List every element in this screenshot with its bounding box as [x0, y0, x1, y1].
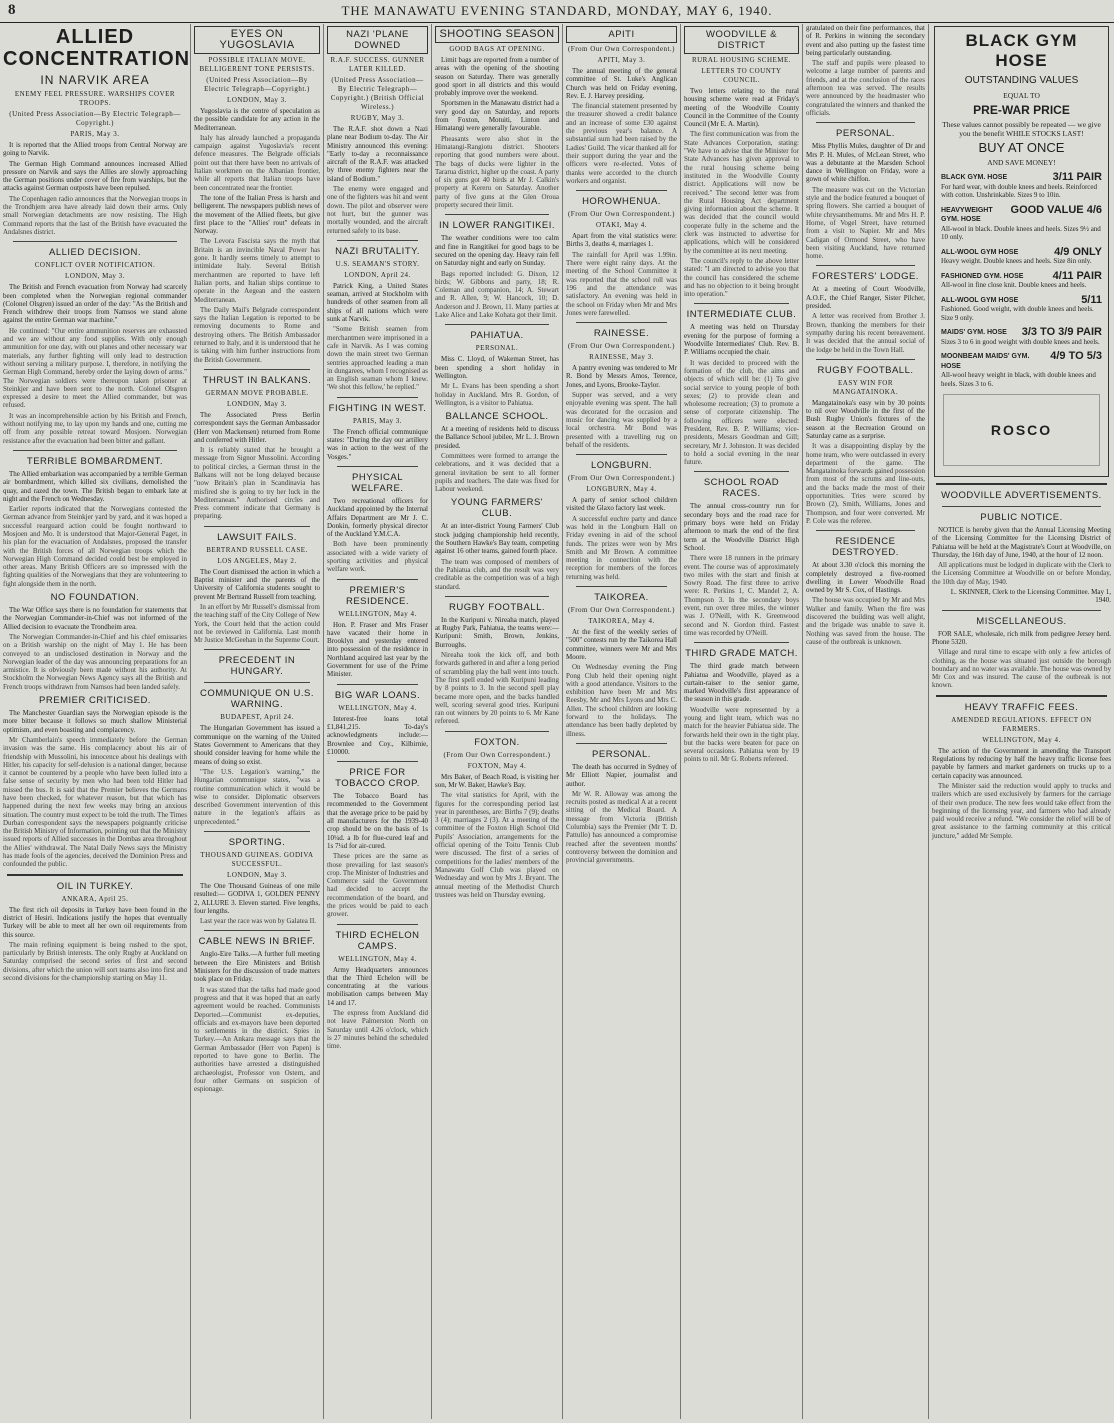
article-paragraph: NOTICE is hereby given that the Annual Licensing Meeting of the Licensing Committee for the Licensing District of Pahiatua will be held at the Magistrate's Court at Woodville, on Thursday, the 16th day of June, 1940, at the hour of 12 noon.: [932, 526, 1111, 559]
article-paragraph: The Tobacco Board has recommended to the Government that the average price to be paid by all manufacturers for the 1939-40 crop should be on the basis of 1s 10¼d. a lb for flue-cured leaf and 1s 7¼d for air-cured.: [327, 792, 428, 850]
article-paragraph: Patrick King, a United States seaman, arrived at Stockholm with hundreds of other seamen from all ships of all nations which were sunk at Narvik.: [327, 281, 428, 324]
section-heading: ALLIED DECISION.: [49, 247, 141, 259]
article-paragraph: The Manchester Guardian says the Norwegian episode is the more bitter because it follows so much shallow Ministerial optimism, and even boasting and complacency.: [3, 709, 187, 734]
ad-item-price: 4/9 ONLY: [1054, 245, 1102, 258]
headline-woodville: WOODVILLE & DISTRICT: [684, 26, 799, 54]
article-filler: Mr L. Evans has been spending a short holiday in Auckland. Mrs R. Gordon, of Wellington, is a visitor to Pahiatua.: [435, 382, 559, 407]
dateline: WELLINGTON, May 4.: [338, 703, 417, 712]
divider: [337, 579, 418, 580]
deck: ENEMY FEEL PRESSURE. WARSHIPS COVER TROOPS.: [14, 90, 176, 107]
ad-item-desc: Fashioned. Good weight, with double knees and heels. Size 9 only.: [941, 305, 1094, 322]
ad-item-price: 5/11: [1081, 293, 1102, 306]
dateline: WELLINGTON, May 4.: [338, 609, 417, 618]
divider: [576, 454, 667, 455]
article-filler: He continued: "Our entire ammunition reserves are exhausted and we are without any food supplies. With only enough ammunition for one day, with out planes and other necessary war materials, any further fighting will only lead to destruction without serving a military purpose. I, therefore, in notifying the German High Command, hereby order the laying down of arms." The Norwegian soldiers were thereupon taken prisoner at Steinkjer and have been sent to the north. Colonel Olsgren expressed a desire to meet the Allied commander, but was refused.: [3, 326, 187, 410]
ad-item-name: ALL-WOOL GYM HOSE: [941, 248, 1019, 256]
section-heading: WOODVILLE ADVERTISEMENTS.: [941, 490, 1102, 501]
section-heading: PRECEDENT IN HUNGARY.: [218, 655, 296, 678]
divider: [445, 214, 549, 215]
divider: [576, 743, 667, 744]
section-heading: PERSONAL.: [592, 748, 651, 760]
article-filler: The vital statistics for April, with the figures for the corresponding period last year in parentheses, are: Births 7 (9); deaths 3 (4); marriages 2 (3). At a meeting of the committee of the Foxton High School Old Pupils' Association, arrangements for the official opening of the Toitu Tennis Club were discussed. The first of a series of competitions for the ladies' members of the Manawatu Golf Club was played on Wednesday and won by Mrs J. Bryant. The annual meeting of the Methodist Church trustees was held on Thursday evening.: [435, 791, 559, 899]
article-filler: Earlier reports indicated that the Norwegians contested the German advance from Steinkjer yard by yard, and it was hoped a successful rearguard action could be fought northward to Mosjoen and Mo. It is understood that Major-General Paget, in his plan for the evacuation of Andalsnes, proposed the transfer with the British forces of all Norwegian troops which the Norwegian High Command decided could best be employed in other areas. Many British Officers are so impressed with the fighting qualities of the Norwegians that they are volunteering to fight alongside them in the north.: [3, 505, 187, 588]
article-paragraph: The annual meeting of the general committee of St. Luke's Anglican Church was held on Friday evening, Rev. E. J. Harvey presiding.: [566, 67, 677, 100]
article-paragraph: The French official communique states: "During the day our artillery was in action to the west of the Vosges.": [327, 427, 428, 461]
divider: [337, 924, 418, 925]
deck: GOOD BAGS AT OPENING.: [449, 45, 545, 53]
article-filler: Mr W. R. Alloway was among the recruits posted as medical A at a recent sitting of the Medical Board. A message from Victoria (British Columbia) says the Premier (Mr T. D. Pattullo) has announced a compromise reached after the seventeen months' controversy between the dominion and provincial governments.: [566, 789, 677, 865]
article-paragraph: The War Office says there is no foundation for statements that the Norwegian Commander-in-Chief was not informed of the Allied decision to evacuate the Trondheim area.: [3, 606, 187, 631]
article-filler: Supper was served, and a very enjoyable evening was spent. The hall was decorated for the occasion and music for dancing was supplied by a local orchestra. Mr Bond was presented with a travelling rug on behalf of the residents.: [566, 391, 677, 449]
article-paragraph: Mangatainoka's easy win by 30 points to nil over Woodville in the first of the Bush Rugby Union's fixtures of the season at the Recreation Ground on Saturday came as a surprise.: [806, 398, 925, 440]
credit: (From Our Own Correspondent.): [567, 210, 676, 219]
article-paragraph: The Allied embarkation was accompanied by a terrible German air bombardment, which killed six civilians, demolished the quay, and razed the town. The British began to embark late at night and the French on Wednesday.: [3, 469, 187, 503]
article-filler: A letter was received from Brother J. Brown, thanking the members for their sympathy during his recent bereavement. It was decided that the annual social of the lodge be held in the Town Hall.: [806, 312, 925, 354]
section-heading: PREMIER CRITICISED.: [39, 695, 151, 707]
divider: [337, 684, 418, 685]
credit: (United Press Association—By Electric Telegraph—Copyright.): [204, 76, 310, 93]
divider: [694, 471, 789, 472]
column-6: [680, 24, 802, 1419]
store-logo: ROSCO: [943, 394, 1100, 466]
section-heading: NO FOUNDATION.: [50, 592, 140, 604]
article-paragraph: The action of the Government in amending the Transport Regulations by reducing by half the heavy traffic license fees payable by farmers and market gardeners on trucks up to a certain capacity was announced.: [932, 746, 1111, 780]
credit: (United Press Association—By Electric Telegraph—Copyright.): [9, 110, 181, 127]
divider: [337, 761, 418, 762]
newspaper-title: THE MANAWATU EVENING STANDARD, MONDAY, MAY 6, 1940.: [341, 3, 773, 18]
ad-cta-2: AND SAVE MONEY!: [987, 158, 1056, 167]
article-filler: The Norwegian Commander-in-Chief and his chief emissaries on a British warship on the night of May 1. He has been conveyed to an undisclosed destination in Norway and the Norwegian leader of the day was announcing preparations for an armistice. It is obviously been made without his authority. At Stockholm the Norwegian News Agency says all the British and French troops withdrawn from Namsos had been landed safely.: [3, 632, 187, 691]
article-paragraph: gratulated on their fine performances, that of R. Perkins in winning the secondary event and also putting up the fastest time being particularly outstanding.: [806, 24, 925, 57]
dateline: LONDON, May 3.: [227, 871, 287, 879]
article-paragraph: Two letters relating to the rural housing scheme were read at Friday's meeting of the Woodville County Council in the Committee of the County Council (Mr E. A. Martin).: [684, 87, 799, 129]
divider: [576, 190, 667, 191]
headline-eyes-on-yugoslavia: EYES ON YUGOSLAVIA: [194, 26, 320, 54]
ad-item: [941, 269, 1102, 290]
article-filler: The first communication was from the State Advances Corporation, stating: "We have to advise that the Minister for State Advances has given approval to the rural housing scheme being instituted in the Woodville County district. Applications will now be received." The second letter was from the Rural Housing Act department giving information about the scheme. It was decided that the council would cooperate fully in the scheme and the clerk was instructed to advertise for applications, which will be considered by the committee at its next meeting.: [684, 130, 799, 255]
divider: [816, 122, 915, 123]
article-filler: The enemy were engaged and one of the fighters was hit and went down. The pilot and observer were not hurt, but the gunner was mortally wounded, and the aircraft returned safely to its base.: [327, 185, 428, 235]
article-paragraph: The weather conditions were too calm and fine in Rangitikei for good bags to be secured on the opening day. Heavy rain fell on Saturday night and early on Sunday.: [435, 234, 559, 268]
divider: [816, 265, 915, 266]
article-paragraph: The Court dismissed the action in which a Baptist minister and the parents of the University of California students sought to prevent Mr Bertrand Russell from teaching.: [194, 567, 320, 601]
credit: (From Our Own Correspondent.): [443, 750, 551, 759]
ad-tagline: PRE-WAR PRICE: [973, 103, 1070, 117]
column-4: [431, 24, 562, 1419]
article-filler: Last year the race was won by Galatea II.: [200, 917, 317, 926]
ad-equal-to: EQUAL TO: [1003, 91, 1040, 100]
section-heading: LAWSUIT FAILS.: [217, 531, 297, 543]
section-heading: SCHOOL ROAD RACES.: [703, 477, 780, 500]
divider: [337, 397, 418, 398]
article-paragraph: The tone of the Italian Press is harsh and belligerent. The newspapers publish news of the movement of the Allied fleets, but give first place to the "Allies' rout" defeats in Norway.: [194, 193, 320, 236]
article-filler: Committees were formed to arrange the celebrations, and it was decided that a general invitation be sent to all former pupils and teachers. The date was fixed for Labour weekend.: [435, 451, 559, 494]
article-filler: The main refining equipment is being rushed to the spot, particularly by British interests. The only Rugby at Auckland on Saturday comprised the second series of first and second divisions, after which the union will sort teams also into first and second divisions for the championship starting on May 11.: [3, 940, 187, 983]
article-paragraph: At an inter-district Young Farmers' Club stock judging championship held recently, the Southern Hawke's Bay team, competing against 16 other teams, gained fourth place.: [435, 522, 559, 556]
column-2: [190, 24, 323, 1419]
section-heading: PRICE FOR TOBACCO CROP.: [335, 767, 420, 790]
section-heading: TERRIBLE BOMBARDMENT.: [26, 455, 164, 467]
article-filler: All applications must be lodged in duplicate with the Clerk to the Licensing Committee at Woodville on or before Monday, the 10th day of May, 1940.: [932, 561, 1111, 586]
article-filler: It was stated that the talks had made good progress and that it was hoped that an early agreement would be reached. Communists Deported.—Communist ex-deputies, officials and ex-mayors have been deported to settlements in the district. Spies in Turkey.—An Ankara message says that the German Ambassador (Herr von Papen) is reported to have gone to Berlin. The authorities have arrested a distinguished archaeologist, Professor von Ostern, and four other Germans on suspicion of espionage.: [194, 985, 320, 1094]
dateline: BUDAPEST, April 24.: [220, 713, 294, 722]
deck: U.S. SEAMAN'S STORY.: [335, 259, 420, 268]
divider: [694, 642, 789, 643]
dateline: LONDON, May 3.: [227, 399, 287, 408]
credit: (United Press Association—By Electric Telegraph—Copyright.) (British Official Wireless.): [330, 76, 425, 111]
divider: [13, 450, 177, 451]
subhead-narvik: IN NARVIK AREA: [40, 73, 150, 87]
divider: [337, 466, 418, 467]
divider: [204, 369, 310, 370]
article-paragraph: The R.A.F. shot down a Nazi plane near Bodium to-day. The Air Ministry announced this evening: "Early to-day a reconnaissance aircraft of the R.A.F. was attacked by three enemy fighters near the island of Bodium.": [327, 125, 428, 183]
deck: POSSIBLE ITALIAN MOVE. BELLIGERENT TONE PERSISTS.: [199, 56, 315, 73]
section-heading: RUGBY FOOTBALL.: [817, 364, 914, 376]
divider: [936, 483, 1107, 485]
dateline: RUGBY, May 3.: [350, 114, 405, 122]
article-paragraph: At a meeting of Court Woodville, A.O.F., the Chief Ranger, Sister Pilcher, presided.: [806, 285, 925, 311]
article-paragraph: Miss Phyllis Mules, daughter of Dr and Mrs P. H. Mules, of McLean Street, who was a debutante at the Marsden School dance in Wellington on Friday, wore a gown of white chiffon.: [806, 142, 925, 184]
ad-note: These values cannot possibly be repeated — we give you the benefit WHILE STOCKS LAST!: [942, 120, 1101, 138]
headline-shooting-season: SHOOTING SEASON: [435, 26, 559, 43]
deck: R.A.F. SUCCESS. GUNNER LATER KILLED.: [330, 56, 425, 73]
ad-item-desc: All-wool heavy weight in black, with double knees and heels. Sizes 3 to 6.: [941, 371, 1096, 388]
article-paragraph: The first rich oil deposits in Turkey have been found in the district of Hesiri. Indications justify the hopes that eventually Turkey will be able to meet all her own oil requirements from this source.: [3, 905, 187, 939]
dateline: LONDON, April 24.: [344, 270, 411, 279]
credit: (From Our Own Correspondent.): [567, 45, 676, 53]
section-heading: PUBLIC NOTICE.: [980, 512, 1063, 523]
divider: [816, 530, 915, 531]
deck: THOUSAND GUINEAS. GODIVA SUCCESSFUL.: [200, 851, 314, 868]
divider: [204, 682, 310, 683]
article-filler: Nireaha took the kick off, and both forwards gathered in and after a long period of scrambling play the ball went into touch. The first spell ended with Kuripuni leading by 8 points to 3. In the second spell play became more open, and the backs handled well, scoring several good tries. Kuripuni ran out winners by 20 points to 6. Mr Kane refereed.: [435, 651, 559, 726]
deck: PERSONAL.: [475, 344, 519, 353]
dateline: ANKARA, April 25.: [61, 894, 129, 903]
article-filler: "Some British seamen from merchantmen were imprisoned in a cafe in Narvik. As I was coming down the main street two German sentries approached leading a man in dungarees, whom I recognised as an English seaman whom I knew. 'We shot this fellow,' he replied.": [327, 325, 428, 392]
divider: [576, 586, 667, 587]
ad-item-price: 3/3 TO 3/9 PAIR: [1021, 326, 1102, 338]
section-heading: OIL IN TURKEY.: [56, 880, 134, 892]
section-heading: RUGBY FOOTBALL.: [448, 601, 545, 613]
dateline: WELLINGTON, May 4.: [338, 954, 417, 963]
divider: [204, 831, 310, 832]
article-paragraph: At the first of the weekly series of "500" contests run by the Taikorea Hall committee, winners were Mr and Mrs Moore.: [566, 628, 677, 661]
section-heading: COMMUNIQUE ON U.S. WARNING.: [199, 688, 315, 711]
credit: (From Our Own Correspondent.): [567, 474, 676, 483]
article-paragraph: FOR SALE, wholesale, rich milk from pedigree Jersey herd. Phone 5320.: [932, 629, 1111, 646]
article-filler: The Minister said the reduction would apply to trucks and trailers which are used exclusively by farmers for the carriage of their own produce. The new fees would take effect from the beginning of the licensing year, and farmers who had already paid would receive a refund. "We consider the relief will be of great assistance to the farming community at this critical juncture," added Mr Semple.: [932, 781, 1111, 840]
section-heading: RAINESSE.: [593, 328, 650, 340]
deck: EASY WIN FOR MANGATAINOKA.: [832, 378, 899, 396]
dateline: TAIKOREA, May 4.: [588, 617, 655, 626]
divider: [13, 241, 177, 242]
dateline: FOXTON, May 4.: [467, 761, 527, 770]
section-heading: BIG WAR LOANS.: [334, 689, 421, 701]
credit: (From Our Own Correspondent.): [567, 606, 676, 615]
article-paragraph: In the Kuripuni v. Nireaha match, played at Rugby Park, Pahiatua, the teams were:— Kuripuni: Smith, Brown, Jenkins, Burroughs.: [435, 615, 559, 649]
deck: GERMAN MOVE PROBABLE.: [205, 388, 309, 397]
article-filler: Village and rural time to escape with only a few articles of clothing, as the house was situated just outside the borough boundary and no water was available. The house was owned by Mr Cox and was insured. The cause of the outbreak is not known.: [932, 648, 1111, 690]
ad-item-price: 4/9 TO 5/3: [1050, 350, 1102, 362]
divider: [337, 240, 418, 241]
dateline: LOS ANGELES, May 2.: [217, 556, 297, 565]
section-heading: IN LOWER RANGITIKEI.: [438, 220, 556, 232]
ad-item-price: 4/11 PAIR: [1052, 269, 1102, 282]
ad-item-name: MAIDS' GYM. HOSE: [941, 329, 1007, 336]
article-paragraph: Limit bags are reported from a number of areas with the opening of the shooting season on Saturday. There was generally good sport in all districts and this would probably improve over the weekend.: [435, 56, 559, 98]
article-paragraph: The Associated Press Berlin correspondent says the German Ambassador (Herr von Mackensen) returned from Rome and conferred with Hitler.: [194, 410, 320, 444]
ad-subtitle: OUTSTANDING VALUES: [964, 75, 1079, 86]
article-filler: It was decided to proceed with the formation of the club, the aims and objects of which will be: (1) To give social service to young people of both sexes; (2) to provide clean and wholesome recreation; (3) to promote a sense of corporate citizenship. The following officers were elected: President, Rev. B. P. Williams; vice-presidents, Messrs Goodman and Gill; secretary, Mr J. Johnston. It was decided to hold a social evening in the near future.: [684, 358, 799, 467]
deck: RURAL HOUSING SCHEME.: [691, 56, 792, 64]
article-paragraph: The third grade match between Pahiatua and Woodville, played as a curtain-raiser to the senior game, marked Woodville's first appearance of the season in this grade.: [684, 662, 799, 704]
article-paragraph: Interest-free loans total £1,841,215. To-day's acknowledgments include:— Brownlee and Coy., Kilbirnie, £10000.: [327, 714, 428, 756]
article-filler: In an effort by Mr Russell's dismissal from the teaching staff of the City College of New York, the Court held that the action could not be reviewed in California. Last month Mr Justice McGeehan in the Supreme Court.: [194, 602, 320, 645]
article-filler: The financial statement presented by the treasurer showed a credit balance and an increase of some £30 against the previous year's balance. A substantial sum had been raised by the Ladies' Guild. The vicar thanked all for their support during the year and the officers were re-elected. Votes of thanks were accorded to the church workers and organist.: [566, 102, 677, 185]
section-heading: HEAVY TRAFFIC FEES.: [964, 701, 1079, 713]
article-filler: Woodville were represented by a young and light team, which was no match for the heavier Pahiatua side. The forwards held their own in the tight play, but the backs were beaten for pace on several occasions. Pahiatua won by 19 points to nil. Mr G. Roberts refereed.: [684, 705, 799, 764]
article-filler: The staff and pupils were pleased to welcome a large number of parents and friends, and at the conclusion of the races afternoon tea was served. The results were announced by the headmaster who congratulated the winners and thanked the officials.: [806, 59, 925, 117]
article-paragraph: Anglo-Eire Talks.—A further full meeting between the Eire Ministers and British Ministers for the discussion of trade matters took place on Friday.: [194, 950, 320, 984]
ad-item-name: HEAVYWEIGHT GYM. HOSE: [941, 206, 993, 223]
article-filler: Both have been prominently associated with a wide variety of sporting activities and physical welfare work.: [327, 540, 428, 574]
ad-title: BLACK GYM HOSE: [965, 31, 1078, 70]
divider: [445, 596, 549, 597]
dateline: RAINESSE, May 3.: [589, 353, 654, 362]
ad-item: [941, 245, 1102, 266]
article-paragraph: Hon. P. Fraser and Mrs Fraser have vacated their home in Brooklyn and yesterday entered into possession of the residence in Northland acquired last year by the Government for use of the Prime Minister.: [327, 620, 428, 679]
section-heading: FORESTERS' LODGE.: [812, 271, 919, 283]
column-1: [0, 24, 190, 1419]
dateline: LONDON, May 3.: [65, 272, 125, 281]
divider: [816, 359, 915, 360]
dateline: LONGBURN, May 4.: [586, 485, 657, 494]
article-paragraph: Army Headquarters announces that the Third Echelon will be concentrating at the various mobilisation camps between May 14 and 17.: [327, 965, 428, 1007]
dateline: OTAKI, May 4.: [595, 221, 648, 230]
article-paragraph: Apart from the vital statistics were: Births 3, deaths 4, marriages 1.: [566, 232, 677, 249]
ad-item-desc: All-wool in black. Double knees and heels. Sizes 9½ and 10 only.: [941, 224, 1101, 241]
article-filler: There were 18 runners in the primary event. The course was of approximately two miles with the start and finish at Sowry Road. The first three to arrive were: R. Perkins 1, C. Mandel 2, A. Thompson 3. In the secondary boys event, run over three miles, the winner was J. O'Neill, with K. Greenwood second and N. Gordon third. Fastest time was recorded by O'Neill.: [684, 554, 799, 637]
notice-signature: L. SKINNER, Clerk to the Licensing Committee. May 1, 1940.: [950, 588, 1111, 605]
section-heading: PAHIATUA.: [470, 330, 524, 342]
section-heading: SPORTING.: [228, 837, 286, 848]
article-paragraph: Yugoslavia is the centre of speculation as the possible candidate for any action in the Mediterranean.: [194, 107, 320, 132]
divider: [204, 649, 310, 650]
section-heading: LONGBURN.: [591, 460, 652, 472]
article-paragraph: The Hungarian Government has issued a communique on the warning of the United States Government to Americans that they should consider leaving for home while the means of doing so exist.: [194, 724, 320, 766]
section-heading: FOXTON.: [474, 736, 520, 748]
section-heading: FIGHTING IN WEST.: [328, 402, 427, 414]
article-paragraph: Sportsmen in the Manawatu district had a very good day on Saturday, and reports from Foxton, Motuiti, Linton and Himatangi were generally favourable.: [435, 99, 559, 133]
section-heading: NAZI BRUTALITY.: [335, 245, 420, 257]
ad-item: [941, 173, 1102, 200]
ad-item-name: BLACK GYM. HOSE: [941, 174, 1008, 181]
section-heading: THIRD GRADE MATCH.: [685, 648, 798, 660]
column-7: [802, 24, 928, 1419]
ad-item-name: FASHIONED GYM. HOSE: [941, 272, 1024, 280]
article-filler: Italy has already launched a propaganda campaign against Yugoslavia's recent defence measures. The Belgrade officials point out that there have been no arrivals of Italian workmen on the Albanian frontier, while all reports that Italian troops have been concentrated near the frontier.: [194, 133, 320, 192]
ad-item-price: 3/11 PAIR: [1052, 171, 1102, 183]
credit: (From Our Own Correspondent.): [567, 342, 676, 351]
divider: [576, 322, 667, 323]
gym-hose-advertisement: [934, 26, 1109, 477]
masthead: [0, 0, 1114, 23]
column-3: [323, 24, 431, 1419]
headline-apiti: APITI: [566, 26, 677, 43]
divider: [204, 526, 310, 527]
section-heading: TAIKOREA.: [594, 592, 649, 604]
ad-cta: BUY AT ONCE: [978, 140, 1065, 155]
ad-item-desc: For hard wear, with double knees and heels. Reinforced with cotton. Unshrinkable. Sizes 9 to 10in.: [941, 182, 1098, 199]
article-paragraph: The annual cross-country run for secondary boys and the road race for primary boys were held on Friday afternoon to mark the end of the first term at the Woodville District High School.: [684, 502, 799, 552]
ad-item-desc: All-wool in fine close knit. Double knees and heels.: [941, 281, 1087, 289]
article-paragraph: A pantry evening was tendered to Mr R. Bond by Messrs Amos, Terence, Jones, and Lyons, Brooke-Taylor.: [566, 364, 677, 389]
article-filler: The rainfall for April was 1.99in. There were eight rainy days. At the meeting of the School Committee it was reported that the school roll was 196 and the attendance was satisfactory. An evening was held in the school on Friday when Mr and Mrs Jones were farewelled.: [566, 250, 677, 317]
divider: [445, 324, 549, 325]
article-filler: Pheasants were also shot in the Himatangi-Rangiotu district. Shooters reporting that good numbers were about. The bags of ducks were lighter in the Tararua district, higher up the coast. A party of six guns got 40 birds at Mr J. Calkin's property at Kereru on Saturday. Another party of five guns at the Glen Oroua property secured their limit.: [435, 134, 559, 210]
ad-item-desc: Heavy weight. Double knees and heels. Size 8in only.: [941, 257, 1092, 265]
ad-item: [941, 293, 1102, 323]
section-heading: PERSONAL.: [836, 128, 895, 140]
section-heading: YOUNG FARMERS' CLUB.: [450, 497, 544, 520]
dateline: APITI, May 3.: [597, 56, 646, 64]
article-paragraph: The German High Command announces increased Allied pressure on Narvik and says the Allies are slowly approaching the German positions under cover of fire from warships, but the attacks against German outposts have been repulsed.: [3, 159, 187, 193]
headline-nazi-plane-downed: NAZI 'PLANE DOWNED: [327, 26, 428, 54]
article-paragraph: It is reported that the Allied troops from Central Norway are going to Narvik.: [3, 141, 187, 158]
section-heading: CABLE NEWS IN BRIEF.: [198, 936, 316, 948]
dateline: PARIS, May 3.: [70, 130, 120, 138]
divider: [204, 930, 310, 931]
article-paragraph: At a meeting of residents held to discuss the Ballance School jubilee, Mr L. J. Brown presided.: [435, 425, 559, 450]
section-heading: PHYSICAL WELFARE.: [351, 471, 404, 494]
ad-item-name: ALL-WOOL GYM HOSE: [941, 296, 1019, 304]
article-filler: A successful euchre party and dance was held in the Longburn Hall on Friday evening in aid of the school funds. The prizes were won by Mrs Smith and Mr Brown. A committee meeting in connection with the reception for members of the forces returning was held.: [566, 514, 677, 581]
article-paragraph: At about 3.30 o'clock this morning the completely destroyed a five-roomed dwelling in Lower Woodville Road owned by Mr S. Cox, of Hastings.: [806, 561, 925, 595]
ad-item-price: GOOD VALUE 4/6: [1010, 203, 1102, 216]
column-5: [562, 24, 680, 1419]
divider: [942, 506, 1101, 507]
article-filler: It was a disappointing display by the home team, who were outclassed in every department of the game. The Mangatainoka forwards gained possession from most of the scrums and line-outs, and the backs made the most of their opportunities. Tries were scored by Brown (2), Smith, Williams, Jones and Thompson, and four were converted. Mr P. Cole was the referee.: [806, 442, 925, 525]
section-heading: PREMIER'S RESIDENCE.: [345, 584, 410, 607]
article-filler: The Daily Mail's Belgrade correspondent says the Italian Legation is reported to be removing documents to Rome and destroying others. The British Ambassador returned to Italy, and it is understood that he is taking with him further instructions from the British Government.: [194, 305, 320, 364]
page-number: 8: [8, 2, 16, 18]
section-heading: BALLANCE SCHOOL.: [445, 411, 549, 423]
deck: LETTERS TO COUNTY COUNCIL.: [701, 67, 782, 84]
section-heading: THIRD ECHELON CAMPS.: [335, 929, 420, 952]
article-paragraph: Mrs Baker, of Beach Road, is visiting her son, Mr W. Baker, Hawke's Bay.: [435, 772, 559, 789]
page-columns: [0, 24, 1114, 1423]
article-filler: The house was occupied by Mr and Mrs Walker and family. When the fire was discovered the building was well alight, and the brigade was unable to save it. Nothing was saved from the house. The cause of the outbreak is unknown.: [806, 596, 925, 646]
article-filler: It was an incomprehensible action by his British and French, without notifying me, to lay upon my hands and one, cutting me off from any possible retreat toward Mosjoen. Norwegian resistance after the evacuation had been bitter and gallant.: [3, 411, 187, 445]
article-filler: The council's reply to the above letter stated: "I am directed to advise you that the council has considered the scheme and has no objection to it being brought into operation.": [684, 256, 799, 299]
article-filler: It is reliably stated that he brought a message from Signor Mussolini. According to political circles, a German thrust in the Balkans will not be long delayed because "now Britain's plan in Scandinavia has misfired she is going to try her luck in the Mediterranean." Authorised circles and Press comment indicate that Germany is preparing.: [194, 446, 320, 521]
ad-item: [941, 328, 1102, 346]
deck: BERTRAND RUSSELL CASE.: [206, 545, 308, 554]
divider: [942, 610, 1101, 611]
section-heading: HOROWHENUA.: [582, 196, 661, 208]
section-heading: INTERMEDIATE CLUB.: [686, 309, 797, 321]
article-paragraph: Miss C. Lloyd, of Wakeman Street, has been spending a short holiday in Wellington.: [435, 355, 559, 380]
article-filler: The team was composed of members of the Pahiatua club, and the result was very creditable as the competition was of a high standard.: [435, 557, 559, 591]
article-filler: The express from Auckland did not leave Palmerston North on Saturday until 4.26 o'clock, which is 27 minutes behind the scheduled time.: [327, 1009, 428, 1051]
column-8: [928, 24, 1114, 1419]
ad-item-name: MOONBEAM MAIDS' GYM. HOSE: [941, 353, 1030, 370]
ad-item: [941, 352, 1102, 388]
divider: [694, 303, 789, 304]
dateline: PARIS, May 3.: [352, 416, 403, 425]
article-paragraph: A party of senior school children visited the Glaxo factory last week.: [566, 496, 677, 513]
article-paragraph: The British and French evacuation from Norway had scarcely been completed when the Norwegian regional commander (Colonel Olsgren) issued an order of the day: "As the British and French withdrew their troops from Namsos we stand alone against the entire German war machine.": [3, 283, 187, 325]
article-filler: On Wednesday evening the Ping Pong Club held their opening night with a good attendance. Visitors to the exhibition have been Mr and Mrs Reesby, Mr and Mrs Lyons and Mrs C. Allen. The school children are looking forward to the holidays. The attendance has been badly depleted by illness.: [566, 663, 677, 738]
dateline: WELLINGTON, May 4.: [982, 735, 1061, 744]
article-filler: Bags reported included: G. Dixon, 12 birds; W. Gibbons and party, 18; R. Coleman and companion, 14; A. Stewart and R. Allen, 9; W. Hancock, 10; D. Anderson and J. Brown, 11. Many parties at Lake Alice and Lake Kohata got their limit.: [435, 269, 559, 320]
article-paragraph: Two recreational officers for Auckland appointed by the Internal Affairs Department are Mr J. C. Donkin, formerly physical director of the Auckland Y.M.C.A.: [327, 496, 428, 539]
article-paragraph: A meeting was held on Thursday evening for the purpose of forming a Woodville Intermediates' Club. Rev. B. P. Williams occupied the chair.: [684, 323, 799, 357]
article-filler: Mr Chamberlain's speech immediately before the German invasion was the same. His complacency about his air of friendship with Mussolini, his innocence about his dealings with Hitler, his capacity for self-delusion is a national danger, because it cannot be countered by a people who have been lulled into a false sense of security by men who had been told Hitler had missed the bus. It is said that the Premier believes the Germans have been checked, for whatever reason, but that which has happened during the next few weeks may bring an anxious situation. The country must expect to be told the truth. The Times Durban correspondent says the newspapers poignantly criticise the British Ministry of Information, pointing out that the Ministry issued reports of Allied successes in the Dombas area throughout the Allies' withdrawal. The Natal Daily News says the Ministry has made fools of the agencies, deceived the Dominion Press and confounded the public.: [3, 735, 187, 869]
article-filler: The Levora Fascista says the myth that Britain is an invincible Naval Power has gone. It hardly seems timely to attempt to intimidate Italy. Several British merchantmen are reported to have left Italian ports, and Italian ships continue to operate in the Aegean and the eastern Mediterranean.: [194, 237, 320, 304]
deck: CONFLICT OVER NOTIFICATION.: [34, 261, 156, 270]
divider: [445, 731, 549, 732]
section-heading: RESIDENCE DESTROYED.: [832, 536, 899, 559]
divider: [936, 695, 1107, 697]
article-filler: The Copenhagen radio announces that the Norwegian troops in the Trondhjem area have already laid down their arms. Only small Norwegian detachments are now resisting. The High Command reports that the last of the British have evacuated the Andalsnes district.: [3, 194, 187, 236]
article-filler: "The U.S. Legation's warning," the Hungarian communique states, "was a routine communication which it would be wise to consider. Diplomatic observers described Government intervention of this nature in the legation's affairs as unprecedented.": [194, 767, 320, 826]
article-paragraph: The death has occurred in Sydney of Mr Elliott Napier, journalist and author.: [566, 762, 677, 788]
article-paragraph: The One Thousand Guineas of one mile resulted:— GODIVA 1, GOLDEN PENNY 2, ALLURE 3. Eleven started. Five lengths, four lengths.: [194, 882, 320, 915]
divider: [7, 874, 183, 876]
section-heading: MISCELLANEOUS.: [976, 615, 1067, 627]
article-filler: These prices are the same as those prevailing for last season's crop. The Minister of Industries and Commerce said the Government had decided to accept the recommendation of the board, and the prices would be paid to each grower.: [327, 852, 428, 919]
headline-allied-concentration: ALLIED CONCENTRATION: [3, 26, 190, 70]
article-filler: The measure was cut on the Victorian style and the bodice featured a bouquet of spring flowers. She carried a bouquet of white chrysanthemums. Mr and Mrs H. P. Horne, of Vogel Street, have returned from a visit to Napier. Mr and Mrs Cadigan of Ormond Street, who have been visiting Auckland, have returned home.: [806, 185, 925, 261]
deck: AMENDED REGULATIONS. EFFECT ON FARMERS.: [951, 715, 1092, 733]
ad-item: [941, 203, 1102, 242]
dateline: LONDON, May 3.: [227, 96, 287, 104]
section-heading: THRUST IN BALKANS.: [202, 374, 312, 386]
ad-item-desc: Sizes 3 to 6 in good weight with double knees and heels.: [941, 337, 1100, 346]
